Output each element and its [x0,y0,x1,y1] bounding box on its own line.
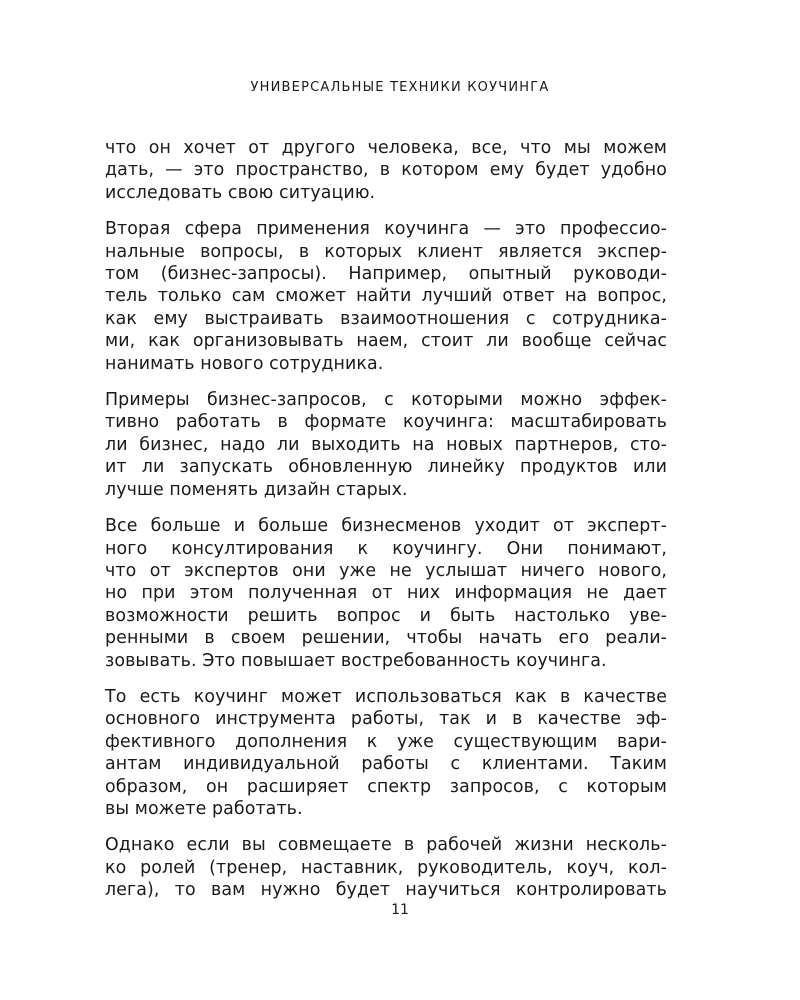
text-line: Все больше и больше бизнесменов уходит от эксперт- [105,516,667,537]
text-line: ренными в своем решении, чтобы начать его реали- [105,628,667,649]
paragraph-4 [105,515,667,672]
text-line: образом, он расширяет спектр запросов, с которым [105,776,667,797]
text-line: дать, — это пространство, в котором ему будет удобно [105,160,667,181]
text-line: ного консултирования к коучингу. Они понимают, [105,538,667,559]
paragraph-2 [105,218,667,375]
text-line: возможности решить вопрос и быть настолько уве- [105,605,667,626]
running-header: УНИВЕРСАЛЬНЫЕ ТЕХНИКИ КОУЧИНГА [250,80,550,95]
text-line: ми, как организовывать наем, стоит ли вообще сейчас [105,331,667,352]
text-line: тель только сам сможет найти лучший ответ на вопрос, [105,286,667,307]
text-line: вы можете работать. [105,798,303,819]
paragraph-3 [105,389,667,501]
text-line: нанимать нового сотрудника. [105,353,384,374]
text-line: зовывать. Это повышает востребованность коучинга. [105,650,607,671]
text-line: но при этом полученная от них информация не дает [105,583,667,604]
paragraph-1 [105,137,667,204]
text-line: лучше поменять дизайн старых. [105,479,408,500]
text-line: исследовать свою ситуацию. [105,182,376,203]
text-line: ит ли запускать обновленную линейку продуктов или [105,457,667,478]
body-text [105,137,667,916]
text-line: То есть коучинг может использоваться как в качестве [105,686,667,707]
text-line: антам индивидуальной работы с клиентами. Таким [105,754,667,775]
text-line: том (бизнес-запросы). Например, опытный руководи- [105,264,667,285]
text-line: тивно работать в формате коучинга: масштабировать [105,412,667,433]
text-line: что он хочет от другого человека, все, что мы можем [105,138,667,158]
paragraph-5 [105,686,667,820]
text-line: что от экспертов они уже не услышат ничего нового, [105,560,667,581]
text-line: Вторая сфера применения коучинга — это профессио- [105,219,667,240]
text-line: как ему выстраивать взаимоотношения с сотрудника- [105,308,667,329]
text-line: нальные вопросы, в которых клиент является экспер- [105,241,667,262]
text-line: лега), то вам нужно будет научиться контролировать [105,880,667,901]
text-line: ли бизнес, надо ли выходить на новых партнеров, сто- [105,434,667,455]
page-number: 11 [391,902,409,918]
text-line: основного инструмента работы, так и в качестве эф- [105,709,667,730]
paragraph-6 [105,834,667,901]
text-line: Примеры бизнес-запросов, с которыми можно эффек- [105,390,667,411]
text-line: ко ролей (тренер, наставник, руководитель, коуч, кол- [105,857,667,878]
text-line: Однако если вы совмещаете в рабочей жизни несколь- [105,835,667,856]
text-line: фективного дополнения к уже существующим вари- [105,731,667,752]
